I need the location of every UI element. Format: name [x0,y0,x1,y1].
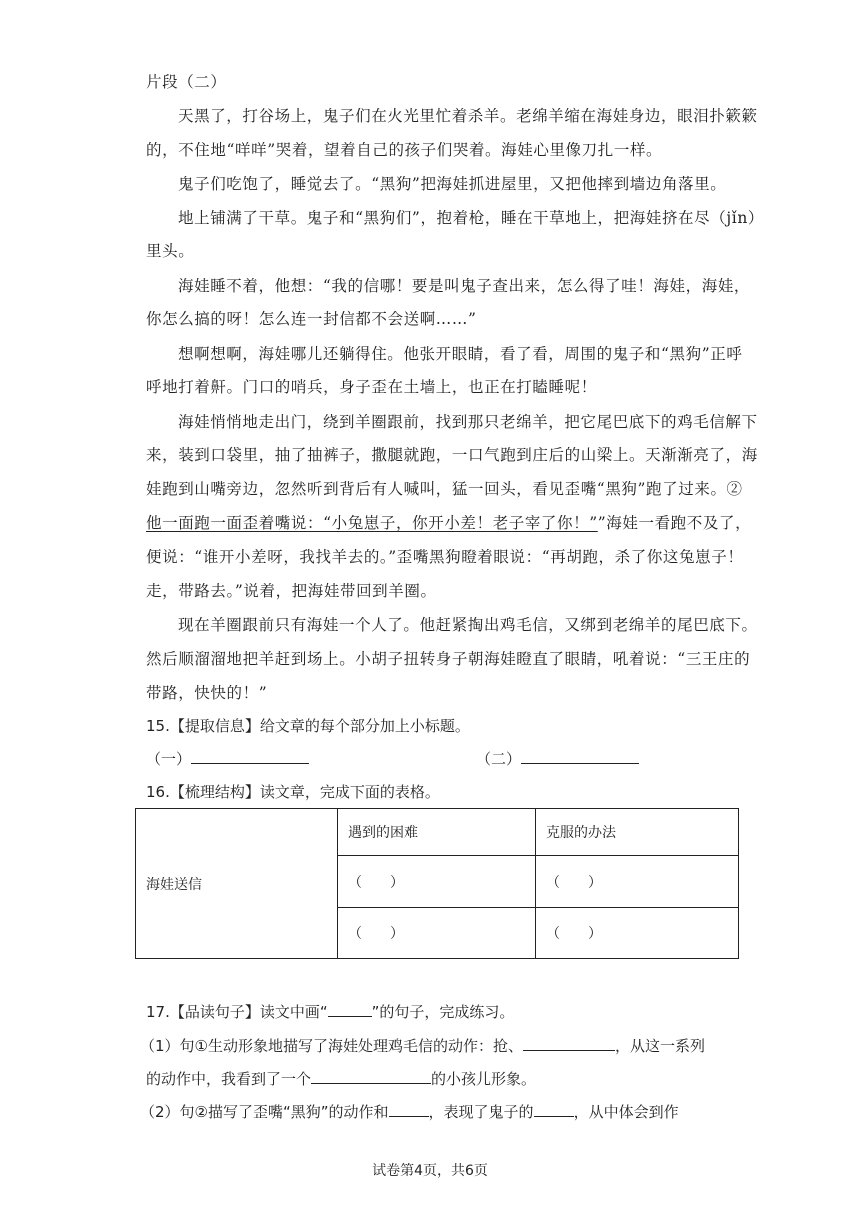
q17-underline-mark [328,1002,372,1017]
q17-sub1-text: ，从这一系列 [615,1037,706,1055]
q17-sub2-blank-2[interactable] [534,1102,574,1117]
q17-sub1-blank-2[interactable] [311,1069,431,1084]
passage-text: ”海娃一看跑不及了， [597,514,752,532]
passage-line [146,513,751,533]
passage-line: 走，带路去。”说着，把海娃带回到羊圈。 [146,582,437,600]
q17-text-b: ”的句子，完成练习。 [371,1003,515,1021]
passage-line: 你怎么搞的呀！怎么连一封信都不会送啊……” [146,310,477,328]
page-footer: 试卷第4页，共6页 [372,1163,488,1179]
passage-line: 海娃睡不着，他想：“我的信哪！要是叫鬼子查出来，怎么得了哇！海娃，海娃， [178,277,751,295]
passage-line: 呼地打着鼾。门口的哨兵，身子歪在土墙上，也正在打瞌睡呢！ [146,378,597,396]
q17-sub2-text: （2）句②描写了歪嘴“黑狗”的动作和 [140,1103,389,1121]
method-cell-2[interactable]: （ ） [536,908,739,959]
passage-line: 的，不住地“咩咩”哭着，望着自己的孩子们哭着。海娃心里像刀扎一样。 [146,141,663,159]
passage-line: 地上铺满了干草。鬼子和“黑狗们”，抱着枪，睡在干草地上，把海娃挤在尽（jǐn） [178,209,764,227]
passage-line: 天黑了，打谷场上，鬼子们在火光里忙着杀羊。老绵羊缩在海娃身边，眼泪扑簌簌 [178,107,758,125]
passage-line: 鬼子们吃饱了，睡觉去了。“黑狗”把海娃抓进屋里，又把他摔到墙边角落里。 [178,175,727,193]
q15-blank-2[interactable] [521,749,639,764]
method-cell-1[interactable]: （ ） [536,856,739,908]
underlined-sentence-2: 他一面跑一面歪着嘴说：“小兔崽子，你开小差！老子宰了你！” [146,514,598,532]
q15-blank-1[interactable] [191,749,309,764]
passage-line: 里头。 [146,242,195,260]
passage-line: 想啊想啊，海娃哪儿还躺得住。他张开眼睛，看了看，周围的鬼子和“黑狗”正呼 [178,345,743,363]
q17-sub1-blank-1[interactable] [523,1036,615,1051]
q17-sub1-line1 [140,1036,705,1056]
header-method: 克服的办法 [536,809,739,856]
q17-text-a: 17.【品读句子】读文中画“ [146,1003,328,1021]
section-title: 片段（二） [146,73,227,91]
header-difficulty: 遇到的困难 [338,809,536,856]
passage-line: 便说：“谁开小差呀，我找羊去的。”歪嘴黑狗瞪着眼说：“再胡跑，杀了你这兔崽子！ [146,548,744,566]
passage-line: 海娃悄悄地走出门，绕到羊圈跟前，找到那只老绵羊，把它尾巴底下的鸡毛信解下 [178,413,758,431]
answer-table [135,808,739,959]
q17-sub1-text: （1）句①生动形象地描写了海娃处理鸡毛信的动作：抢、 [140,1037,523,1055]
question-17 [146,1002,514,1022]
passage-line: 现在羊圈跟前只有海娃一个人了。他赶紧掏出鸡毛信，又绑到老绵羊的尾巴底下。 [178,616,758,634]
q15-part2-label: （二） [476,750,522,768]
q15-part1-label: （一） [146,750,192,768]
q17-sub2-text: ，表现了鬼子的 [428,1103,534,1121]
passage-line: 带路，快快的！” [146,684,268,702]
q17-sub2-text: ，从中体会到作 [573,1103,679,1121]
q17-sub1-text: 的小孩儿形象。 [431,1070,537,1088]
q15-answer-2 [476,749,639,769]
passage-line: 然后顺溜溜地把羊赶到场上。小胡子扭转身子朝海娃瞪直了眼睛，吼着说：“三王庄的 [146,650,751,668]
difficulty-cell-1[interactable]: （ ） [338,856,536,908]
question-16: 16.【梳理结构】读文章，完成下面的表格。 [146,783,440,801]
table-label-cell: 海娃送信 [136,809,338,959]
passage-line: 来，装到口袋里，抽了抽裤子，撒腿就跑，一口气跑到庄后的山梁上。天渐渐亮了，海 [146,446,758,464]
question-15: 15.【提取信息】给文章的每个部分加上小标题。 [146,717,470,735]
passage-line: 娃跑到山嘴旁边，忽然听到背后有人喊叫，猛一回头，看见歪嘴“黑狗”跑了过来。② [146,480,743,498]
q17-sub1-line2 [146,1069,536,1089]
difficulty-cell-2[interactable]: （ ） [338,908,536,959]
q17-sub2-blank-1[interactable] [389,1102,429,1117]
q15-answer-1 [146,749,309,769]
q17-sub2-line1 [140,1102,679,1122]
q17-sub1-text: 的动作中，我看到了一个 [146,1070,312,1088]
